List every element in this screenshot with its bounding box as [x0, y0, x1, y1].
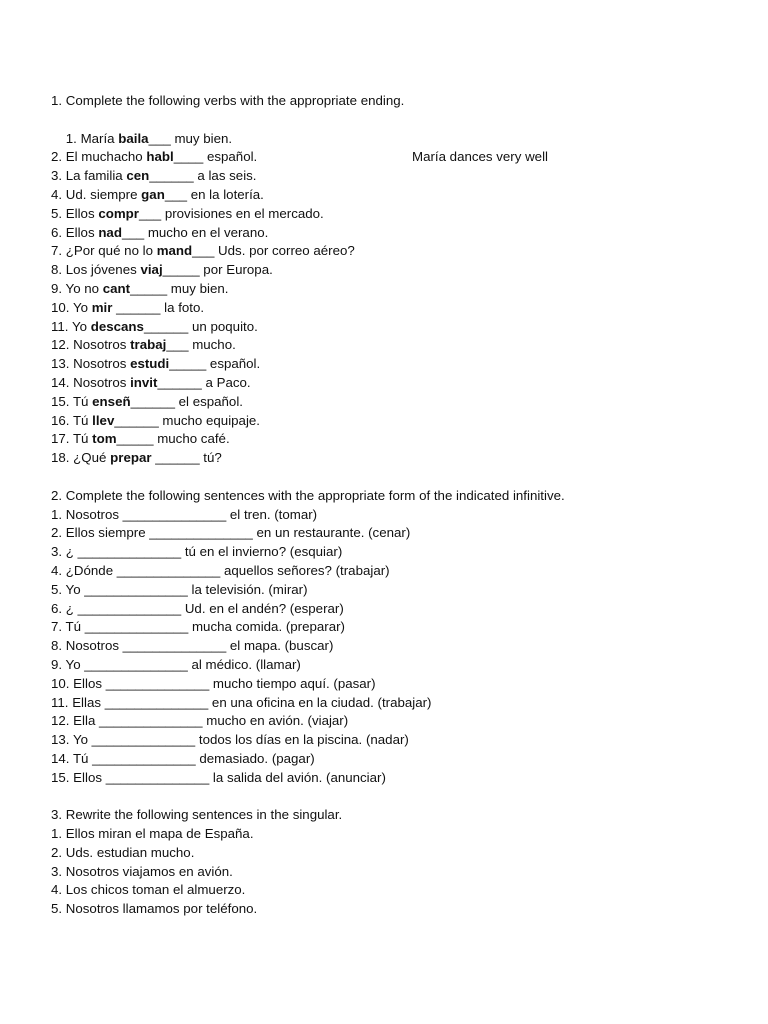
item-pre: 6. Ellos	[51, 224, 99, 240]
item-verb-stem: mir	[91, 299, 113, 315]
item-post: ___ mucho en el verano.	[121, 224, 269, 240]
item-pre: 14. Nosotros	[51, 374, 131, 390]
item-post: ___ Uds. por correo aéreo?	[192, 243, 355, 259]
item-verb-stem: prepar	[110, 450, 152, 466]
item-pre: 17. Tú	[51, 431, 93, 447]
item-post: ______ la foto.	[112, 299, 205, 315]
item-post: ____ español.	[173, 149, 258, 165]
item-post: ___ mucho.	[166, 337, 236, 353]
exercise-item	[51, 261, 741, 280]
item-post: ______ a las seis.	[149, 168, 257, 184]
exercise-item	[51, 205, 741, 224]
item-post: _____ muy bien.	[130, 280, 229, 296]
item-verb-stem: habl	[146, 149, 174, 165]
exercise-item: 6. ¿ ______________ Ud. en el andén? (esperar)	[51, 600, 344, 616]
item-verb-stem: compr	[98, 205, 139, 221]
exercise-item	[51, 430, 741, 449]
item-pre: 9. Yo no	[51, 280, 103, 296]
exercise-item: 9. Yo ______________ al médico. (llamar)	[51, 656, 301, 672]
item-post: _____ español.	[169, 356, 261, 372]
exercise-item: 5. Nosotros llamamos por teléfono.	[51, 901, 258, 917]
item-post: ______ mucho equipaje.	[114, 412, 260, 428]
item-pre: 5. Ellos	[51, 205, 99, 221]
spacer	[51, 787, 741, 806]
item-post: ______ el español.	[130, 393, 243, 409]
section1-list	[51, 148, 741, 468]
item-post: _____ mucho café.	[116, 431, 230, 447]
exercise-item	[51, 449, 741, 468]
item-pre: 13. Nosotros	[51, 356, 131, 372]
section1-heading: 1. Complete the following verbs with the appropriate ending.	[51, 93, 405, 108]
item-post: ______ tú?	[151, 450, 222, 466]
spacer	[51, 468, 741, 487]
exercise-item: 4. ¿Dónde ______________ aquellos señores? (trabajar)	[51, 562, 390, 578]
item-post: ______ un poquito.	[143, 318, 258, 334]
item-pre: 18. ¿Qué	[51, 450, 111, 466]
item-verb-stem: enseñ	[92, 393, 131, 409]
example-translation: María dances very well	[412, 149, 548, 165]
exercise-item: 15. Ellos ______________ la salida del avión. (anunciar)	[51, 769, 386, 785]
exercise-item: 1. Nosotros ______________ el tren. (tomar)	[51, 506, 318, 522]
item-pre: 4. Ud. siempre	[51, 186, 142, 202]
item-verb-stem: llev	[92, 412, 115, 428]
item-pre: 3. La familia	[51, 168, 127, 184]
exercise-item: 2. Uds. estudian mucho.	[51, 844, 195, 860]
section2-heading: 2. Complete the following sentences with the appropriate form of the indicated infinitive.	[51, 487, 565, 503]
exercise-item: 4. Los chicos toman el almuerzo.	[51, 882, 246, 898]
item-pre: 10. Yo	[51, 299, 92, 315]
example-pre: 1. María	[65, 130, 119, 146]
section2-list	[51, 506, 741, 788]
item-verb-stem: nad	[98, 224, 122, 240]
exercise-item: 10. Ellos ______________ mucho tiempo aquí. (pasar)	[51, 675, 376, 691]
item-verb-stem: cen	[126, 168, 150, 184]
item-verb-stem: estudi	[130, 356, 170, 372]
exercise-item	[51, 186, 741, 205]
item-post: _____ por Europa.	[162, 262, 273, 278]
example-verb: baila	[118, 130, 149, 146]
exercise-item	[51, 374, 741, 393]
exercise-item: 12. Ella ______________ mucho en avión. (viajar)	[51, 713, 349, 729]
exercise-item: 2. Ellos siempre ______________ en un restaurante. (cenar)	[51, 525, 411, 541]
item-verb-stem: viaj	[140, 262, 163, 278]
exercise-item: 1. Ellos miran el mapa de España.	[51, 826, 254, 842]
exercise-item	[51, 148, 741, 167]
item-pre: 11. Yo	[51, 318, 91, 334]
example-post: ___ muy bien.	[148, 130, 233, 146]
exercise-item: 13. Yo ______________ todos los días en la piscina. (nadar)	[51, 732, 409, 748]
item-verb-stem: descans	[90, 318, 144, 334]
worksheet-page	[51, 92, 741, 919]
exercise-item: 3. ¿ ______________ tú en el invierno? (esquiar)	[51, 544, 343, 560]
exercise-item	[51, 355, 741, 374]
exercise-item: 8. Nosotros ______________ el mapa. (buscar)	[51, 638, 334, 654]
item-post: ______ a Paco.	[157, 374, 251, 390]
exercise-item	[51, 336, 741, 355]
section3-list	[51, 825, 741, 919]
exercise-item	[51, 318, 741, 337]
section3-heading: 3. Rewrite the following sentences in the singular.	[51, 807, 343, 823]
item-verb-stem: invit	[130, 374, 158, 390]
exercise-item: 3. Nosotros viajamos en avión.	[51, 863, 233, 879]
item-pre: 12. Nosotros	[51, 337, 131, 353]
item-verb-stem: tom	[92, 431, 117, 447]
exercise-item: 5. Yo ______________ la televisión. (mirar)	[51, 581, 308, 597]
item-verb-stem: cant	[102, 280, 131, 296]
item-pre: 15. Tú	[51, 393, 93, 409]
exercise-item	[51, 412, 741, 431]
exercise-item	[51, 224, 741, 243]
exercise-item: 7. Tú ______________ mucha comida. (preparar)	[51, 619, 345, 635]
exercise-item	[51, 167, 741, 186]
item-pre: 16. Tú	[51, 412, 93, 428]
item-post: ___ provisiones en el mercado.	[138, 205, 324, 221]
item-verb-stem: mand	[156, 243, 193, 259]
item-post: ___ en la lotería.	[164, 186, 264, 202]
exercise-item: 11. Ellas ______________ en una oficina en la ciudad. (trabajar)	[51, 694, 432, 710]
exercise-item	[51, 242, 741, 261]
exercise-item	[51, 280, 741, 299]
exercise-item: 14. Tú ______________ demasiado. (pagar)	[51, 750, 315, 766]
item-verb-stem: trabaj	[130, 337, 167, 353]
item-pre: 2. El muchacho	[51, 149, 147, 165]
item-verb-stem: gan	[141, 186, 165, 202]
item-pre: 8. Los jóvenes	[51, 262, 141, 278]
item-pre: 7. ¿Por qué no lo	[51, 243, 157, 259]
exercise-item	[51, 299, 741, 318]
exercise-item	[51, 393, 741, 412]
